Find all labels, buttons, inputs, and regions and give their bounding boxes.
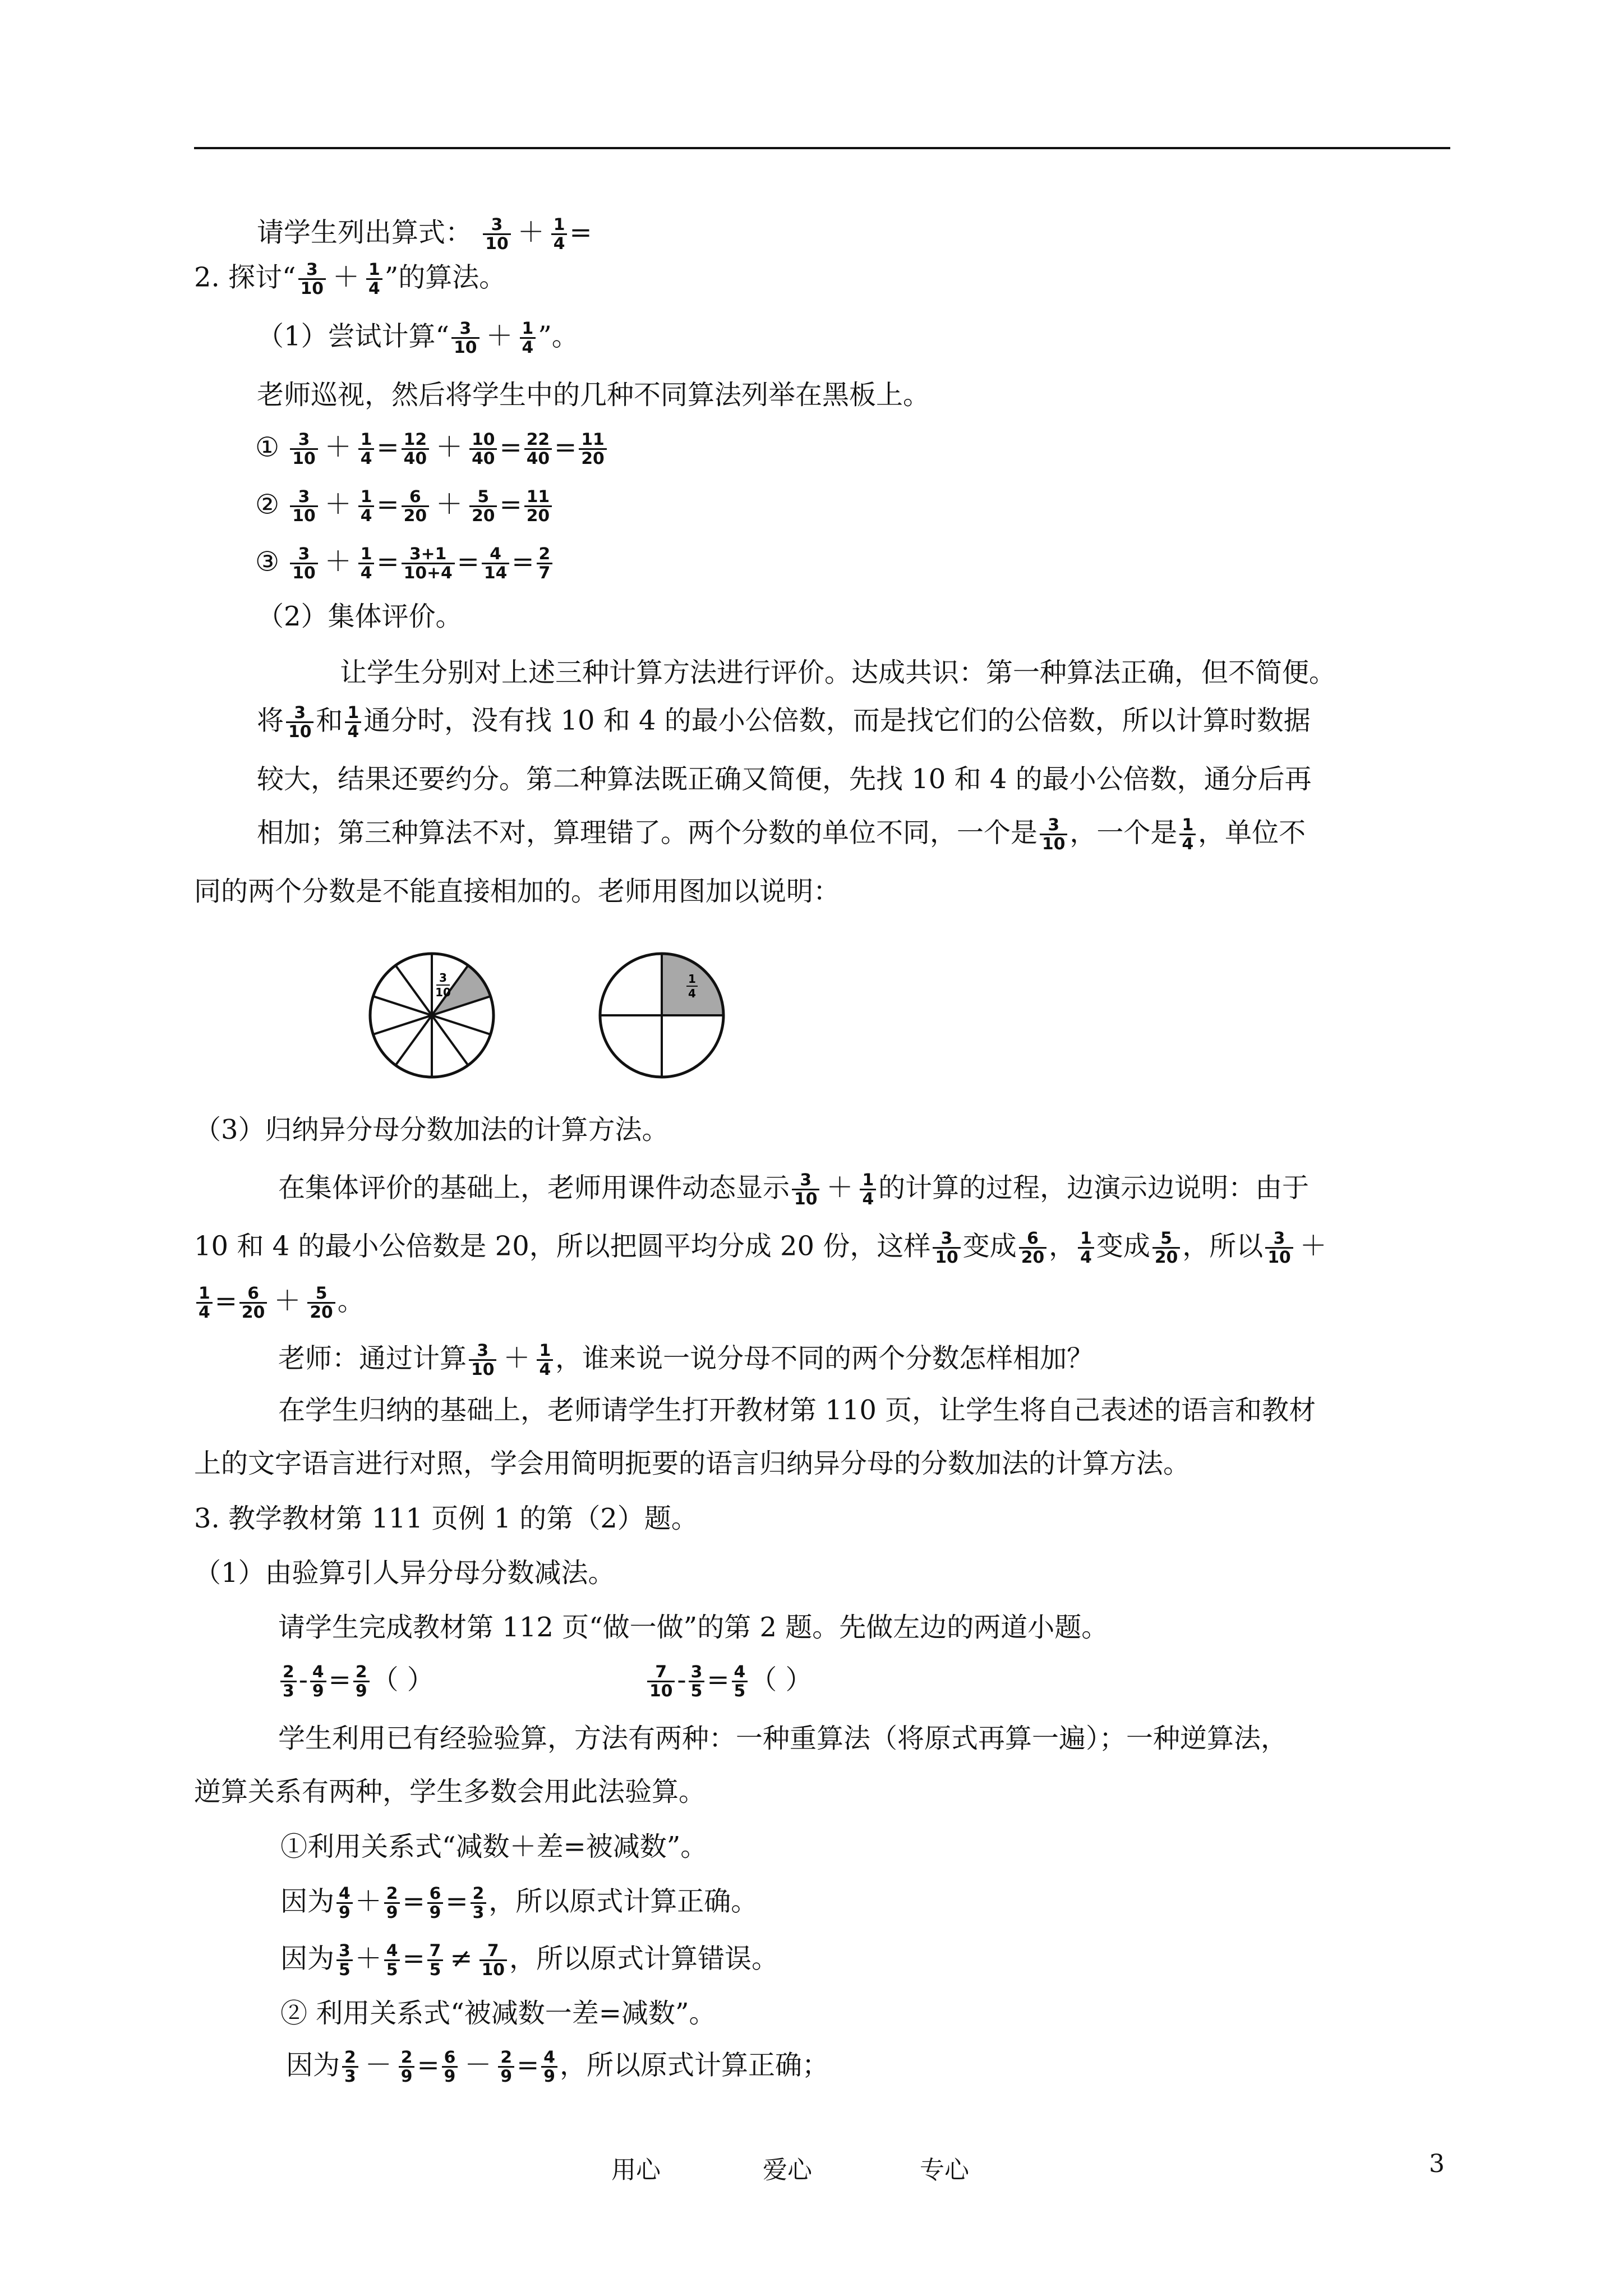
exercise-b: $\frac{7}{10}$ - $\frac{3}{5}$ = $\frac{4}{5}$ （ ） [645, 1663, 813, 1700]
subsection-1: （1）尝试计算“ $\frac{3}{10}$ ＋ $\frac{1}{4}$ ”。 [257, 319, 579, 358]
fraction: $\frac{1}{4}$ [366, 261, 382, 298]
section-3-heading: 3. 教学教材第 111 页例 1 的第（2）题。 [194, 1503, 698, 1534]
para2-line1: 在集体评价的基础上，老师用课件动态显示 $\frac{3}{10}$ ＋ $\frac{1}{4}$ 的计算的过程，边演示边说明：由于 [278, 1170, 1310, 1209]
fraction-circles-diagram [359, 942, 808, 1088]
para4-line2: 上的文字语言进行对照，学会用简明扼要的语言归纳异分母的分数加法的计算方法。 [194, 1448, 1191, 1479]
method-3: ③ $\frac{3}{10}$ ＋ $\frac{1}{4}$ = $\frac{3+1}{10+4}$ = $\frac{4}{14}$ = $\frac{2}{7}$ [255, 545, 555, 582]
svg-text:4: 4 [688, 987, 696, 1000]
teacher-question: 老师：通过计算 $\frac{3}{10}$ ＋ $\frac{1}{4}$ ，谁来说一说分母不同的两个分数怎样相加？ [278, 1341, 1094, 1380]
tenth-divider [395, 1015, 432, 1065]
fraction: $\frac{1}{4}$ [551, 216, 568, 253]
subsection-3: （3）归纳异分母分数加法的计算方法。 [194, 1114, 669, 1145]
method-2: ② $\frac{3}{10}$ ＋ $\frac{1}{4}$ = $\frac{6}{20}$ ＋ $\frac{5}{20}$ = $\frac{11}{20}$ [255, 488, 554, 525]
footer-word-3: 专心 [920, 2156, 969, 2184]
teacher-patrol-text: 老师巡视，然后将学生中的几种不同算法列举在黑板上。 [257, 379, 930, 411]
tenth-divider [373, 996, 432, 1015]
fraction: $\frac{1}{4}$ [520, 320, 536, 357]
para6-line2: 逆算关系有两种，学生多数会用此法验算。 [194, 1776, 706, 1807]
section-2-heading: 2. 探讨“ $\frac{3}{10}$ ＋ $\frac{1}{4}$ ”的算法。 [194, 260, 506, 299]
subsection-3-1: （1）由验算引人异分母分数减法。 [194, 1557, 615, 1589]
para4-line1: 在学生归纳的基础上，老师请学生打开教材第 110 页，让学生将自己表述的语言和教材 [278, 1395, 1316, 1426]
header-rule [194, 147, 1450, 149]
subsection-2: （2）集体评价。 [257, 601, 463, 632]
prompt-text: 请学生列出算式： [257, 217, 473, 249]
para1-line2: 将 $\frac{3}{10}$ 和 $\frac{1}{4}$ 通分时，没有找 10 和 4 的最小公倍数，而是找它们的公倍数，所以计算时数据 [257, 703, 1311, 742]
tenth-divider [395, 965, 432, 1015]
para2-line2: 10 和 4 的最小公倍数是 20，所以把圆平均分成 20 份，这样 $\frac{3}{10}$ 变成 $\frac{6}{20}$ ， $\frac{1}{4}$ 变成 $\frac{5}{20}$ ，所以 $\frac{3}{10}$ ＋ [194, 1228, 1327, 1268]
page-number: 3 [1429, 2150, 1445, 2178]
para1-line4: 相加；第三种算法不对，算理错了。两个分数的单位不同，一个是 $\frac{3}{10}$ ，一个是 $\frac{1}{4}$ ，单位不 [257, 815, 1306, 854]
para2-line3: $\frac{1}{4}$ = $\frac{6}{20}$ ＋ $\frac{5}{20}$ 。 [194, 1285, 365, 1322]
svg-text:1: 1 [688, 972, 696, 986]
fraction: $\frac{3}{10}$ [298, 261, 326, 298]
fraction: $\frac{3}{10}$ [483, 216, 510, 253]
exercise-instruction: 请学生完成教材第 112 页“做一做”的第 2 题。先做左边的两道小题。 [278, 1612, 1109, 1643]
footer-word-1: 用心 [611, 2156, 661, 2184]
equation-prompt: 请学生列出算式： $\frac{3}{10}$ ＋ $\frac{1}{4}$ = [257, 215, 592, 254]
relation-1: ①利用关系式“减数＋差=被减数”。 [280, 1831, 708, 1862]
relation-1-check-a: 因为 $\frac{4}{9}$ ＋ $\frac{2}{9}$ = $\frac{6}{9}$ = $\frac{2}{3}$ ，所以原式计算正确。 [280, 1884, 758, 1923]
relation-1-check-b: 因为 $\frac{3}{5}$ ＋ $\frac{4}{5}$ = $\frac{7}{5}$ ≠ $\frac{7}{10}$ ，所以原式计算错误。 [280, 1941, 778, 1980]
tenth-divider [373, 1015, 432, 1034]
tenth-divider [432, 1015, 491, 1034]
relation-2-check: 因为 $\frac{2}{3}$ － $\frac{2}{9}$ = $\frac{6}{9}$ － $\frac{2}{9}$ = $\frac{4}{9}$ ，所以原式计算正确； [286, 2047, 829, 2087]
relation-2: ② 利用关系式“被减数一差=减数”。 [280, 1998, 716, 2029]
exercise-a: $\frac{2}{3}$ - $\frac{4}{9}$ = $\frac{2}{9}$ （ ） [278, 1663, 434, 1700]
para1-line1: 让学生分别对上述三种计算方法进行评价。达成共识：第一种算法正确，但不简便。 [340, 657, 1336, 688]
para6-line1: 学生利用已有经验验算，方法有两种：一种重算法（将原式再算一遍）；一种逆算法， [278, 1723, 1288, 1754]
footer-word-2: 爱心 [763, 2156, 812, 2184]
para1-line3: 较大，结果还要约分。第二种算法既正确又简便，先找 10 和 4 的最小公倍数，通分后再 [257, 763, 1312, 795]
fraction: $\frac{3}{10}$ [451, 320, 479, 357]
circle-quarters [600, 954, 723, 1077]
para1-line5: 同的两个分数是不能直接相加的。老师用图加以说明： [194, 876, 841, 907]
svg-text:10: 10 [435, 986, 451, 999]
svg-text:3: 3 [439, 971, 447, 984]
circle-tenths [370, 954, 494, 1077]
method-1: ① $\frac{3}{10}$ ＋ $\frac{1}{4}$ = $\frac{12}{40}$ ＋ $\frac{10}{40}$ = $\frac{22}{40}$ = $\frac{11}{20}$ [255, 431, 609, 468]
tenth-divider [432, 1015, 468, 1065]
